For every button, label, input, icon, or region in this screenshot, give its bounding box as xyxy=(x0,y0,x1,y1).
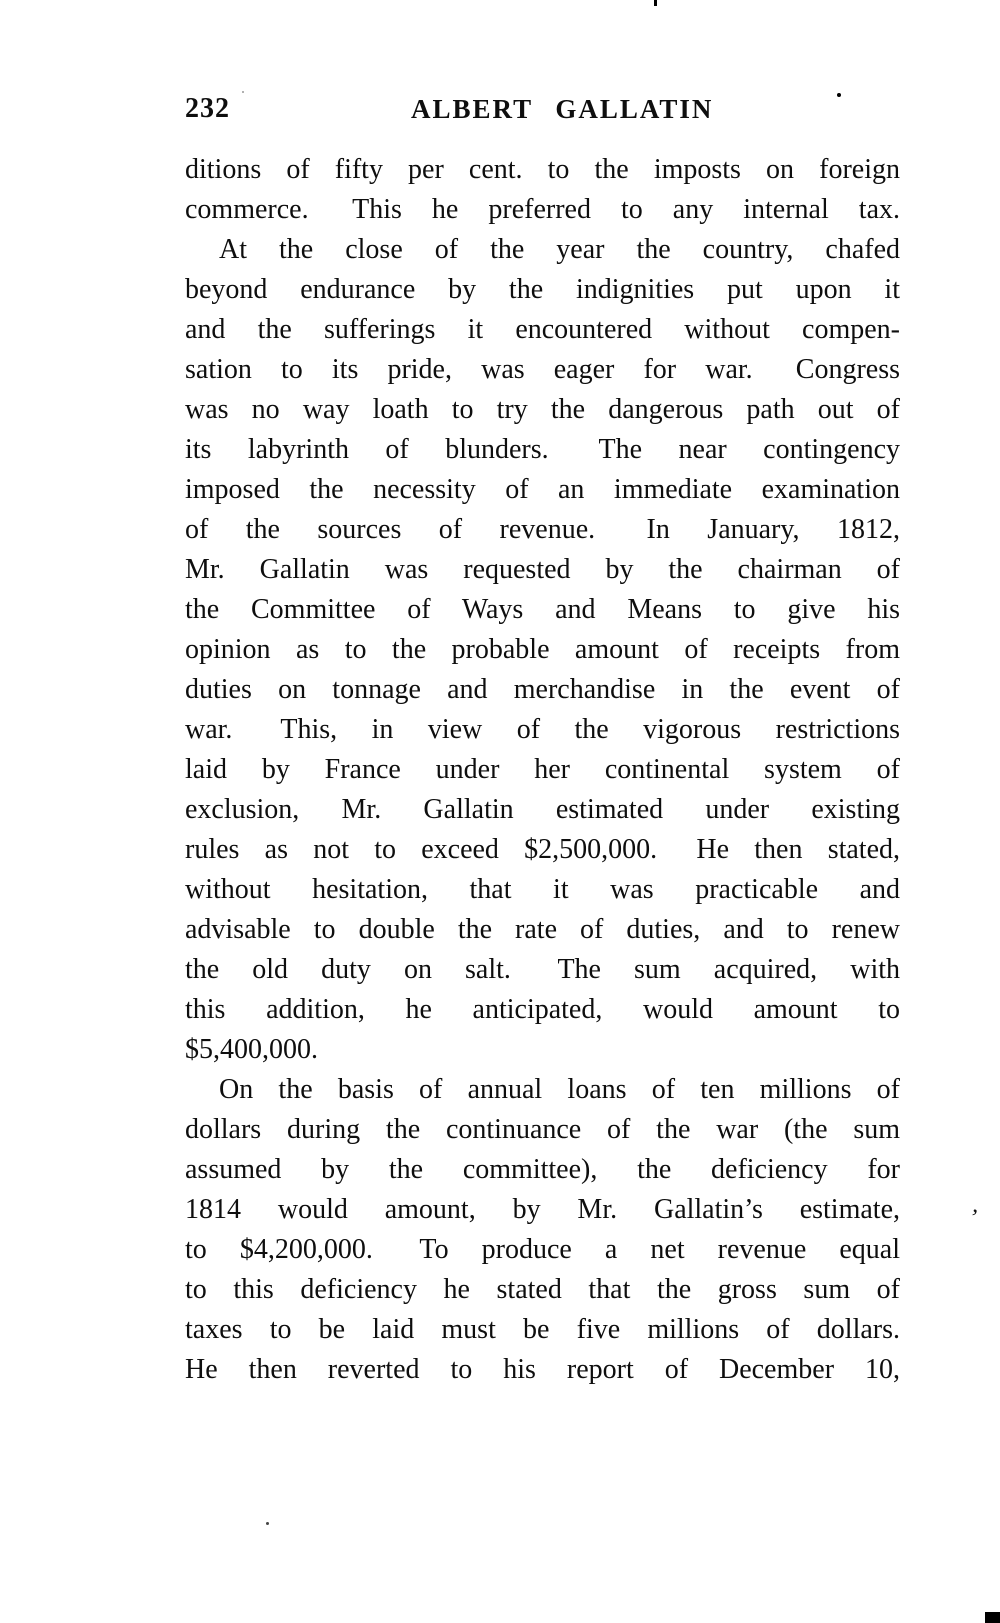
text-line: commerce. This he preferred to any internal tax. xyxy=(185,194,900,225)
text-line: sation to its pride, was eager for war. Congress xyxy=(185,354,900,385)
text-line: beyond endurance by the indignities put upon it xyxy=(185,274,900,305)
page-text xyxy=(185,150,900,1390)
scan-corner-block xyxy=(985,1612,1000,1623)
text-line: advisable to double the rate of duties, and to renew xyxy=(185,914,900,945)
text-line: without hesitation, that it was practicable and xyxy=(185,874,900,905)
text-line: He then reverted to his report of December 10, xyxy=(185,1354,900,1385)
scan-speck-top-tick xyxy=(654,0,657,6)
text-line: $5,400,000. xyxy=(185,1034,318,1065)
text-line: war. This, in view of the vigorous restrictions xyxy=(185,714,900,745)
text-line: ditions of fifty per cent. to the imposts on foreign xyxy=(185,154,900,185)
text-line: laid by France under her continental system of xyxy=(185,754,900,785)
text-line: rules as not to exceed $2,500,000. He then stated, xyxy=(185,834,900,865)
text-line: and the sufferings it encountered without compen- xyxy=(185,314,900,345)
scan-speck-bottom xyxy=(266,1522,269,1525)
text-line: this addition, he anticipated, would amount to xyxy=(185,994,900,1025)
text-line: its labyrinth of blunders. The near contingency xyxy=(185,434,900,465)
text-line: duties on tonnage and merchandise in the event of xyxy=(185,674,900,705)
running-header: ALBERT GALLATIN xyxy=(411,94,714,124)
text-line: was no way loath to try the dangerous path out of xyxy=(185,394,900,425)
text-line: At the close of the year the country, chafed xyxy=(219,234,900,265)
text-line: imposed the necessity of an immediate examination xyxy=(185,474,900,505)
text-line: taxes to be laid must be five millions of dollars. xyxy=(185,1314,900,1345)
text-line: assumed by the committee), the deficiency for xyxy=(185,1154,900,1185)
text-line: 1814 would amount, by Mr. Gallatin’s estimate, xyxy=(185,1194,900,1225)
page-number: 232 xyxy=(185,93,230,124)
text-line: dollars during the continuance of the war (the sum xyxy=(185,1114,900,1145)
text-line: the old duty on salt. The sum acquired, with xyxy=(185,954,900,985)
text-line: opinion as to the probable amount of receipts from xyxy=(185,634,900,665)
text-line: to this deficiency he stated that the gross sum of xyxy=(185,1274,900,1305)
text-line: to $4,200,000. To produce a net revenue equal xyxy=(185,1234,900,1265)
text-line: Mr. Gallatin was requested by the chairman of xyxy=(185,554,900,585)
text-line: On the basis of annual loans of ten millions of xyxy=(219,1074,900,1105)
scan-speck-header-dot xyxy=(837,93,841,97)
text-line: the Committee of Ways and Means to give his xyxy=(185,594,900,625)
stray-comma-mark: , xyxy=(971,1191,981,1219)
scan-speck-above-pagenum xyxy=(242,91,244,93)
text-line: exclusion, Mr. Gallatin estimated under existing xyxy=(185,794,900,825)
text-line: of the sources of revenue. In January, 1812, xyxy=(185,514,900,545)
